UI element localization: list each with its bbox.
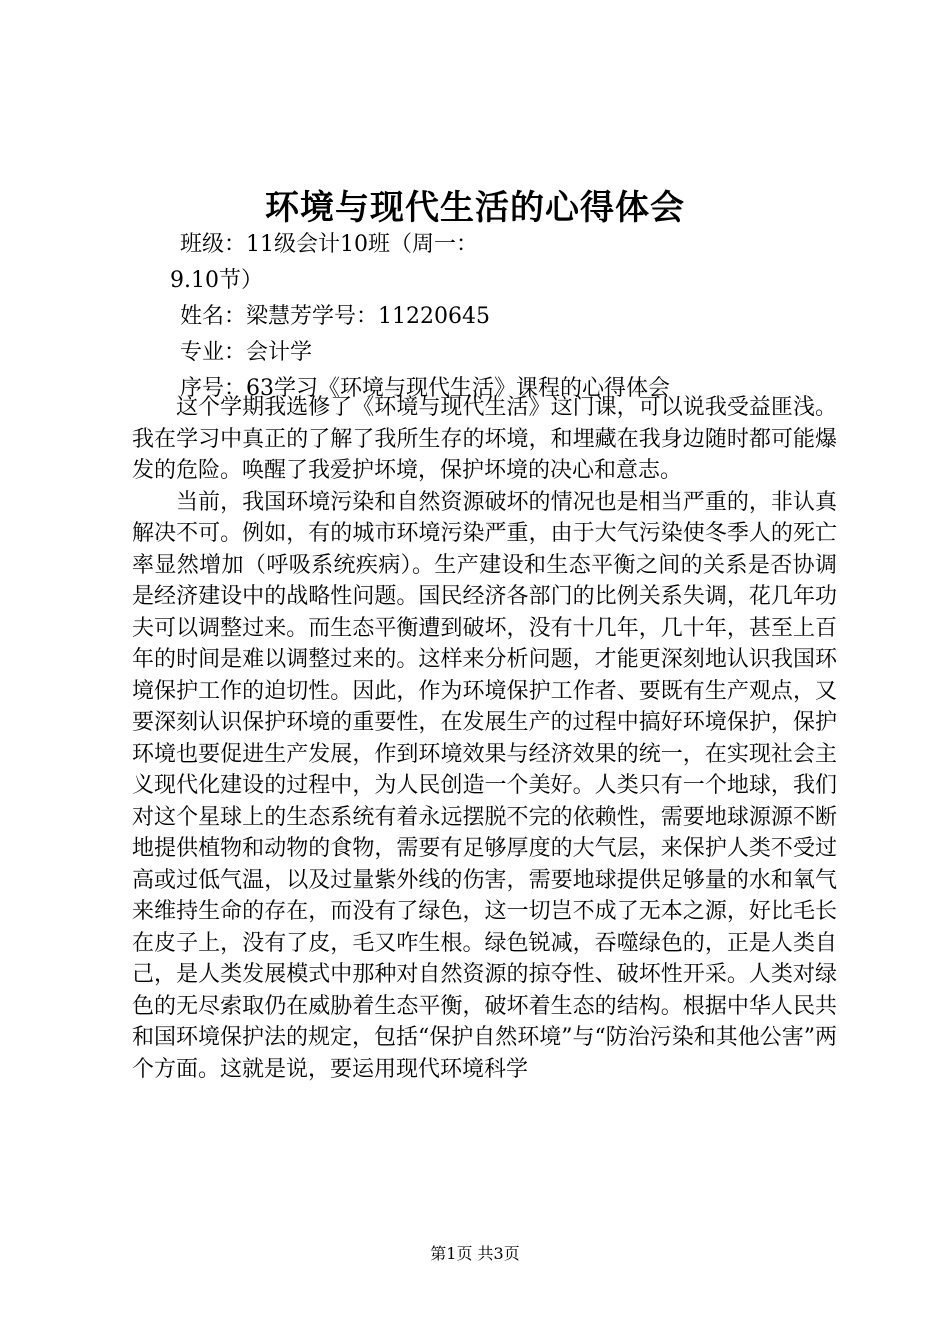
document-meta xyxy=(170,227,880,407)
page-footer: 第1页 共3页 xyxy=(430,1244,520,1263)
meta-session: 9.10节） xyxy=(170,268,263,293)
document-body xyxy=(132,392,837,1085)
document-title: 环境与现代生活的心得体会 xyxy=(265,188,685,228)
paragraph-2: 当前，我国环境污染和自然资源破坏的情况也是相当严重的，非认真解决不可。例如，有的城市环境污染严重，由于大气污染使冬季人的死亡率显然增加（呼吸系统疾病）。生产建设和生态平衡之间的关系是否协调是经济建设中的战略性问题。国民经济各部门的比例关系失调，花几年功夫可以调整过来。而生态平衡遭到破坏，没有十几年，几十年，甚至上百年的时间是难以调整过来的。这样来分析问题，才能更深刻地认识我国环境保护工作的迫切性。因此，作为环境保护工作者、要既有生产观点，又要深刻认识保护环境的重要性，在发展生产的过程中搞好环境保护，保护环境也要促进生产发展，作到环境效果与经济效果的统一，在实现社会主义现代化建设的过程中，为人民创造一个美好。人类只有一个地球，我们对这个星球上的生态系统有着永远摆脱不完的依赖性，需要地球源源不断地提供植物和动物的食物，需要有足够厚度的大气层，来保护人类不受过高或过低气温，以及过量紫外线的伤害，需要地球提供足够量的水和氧气来维持生命的存在，而没有了绿色，这一切岂不成了无本之源，好比毛长在皮子上，没有了皮，毛又咋生根。绿色锐减，吞噬绿色的，正是人类自己，是人类发展模式中那种对自然资源的掠夺性、破坏性开采。人类对绿色的无尽索取仍在威胁着生态平衡，破坏着生态的结构。根据中华人民共和国环境保护法的规定，包括“保护自然环境”与“防治污染和其他公害”两个方面。这就是说，要运用现代环境科学 xyxy=(132,489,837,1082)
meta-major: 专业：会计学 xyxy=(180,340,313,365)
paragraph-1: 这个学期我选修了《环境与现代生活》这门课，可以说我受益匪浅。我在学习中真正的了解了我所生存的坏境，和埋藏在我身边随时都可能爆发的危险。唤醒了我爱护坏境，保护坏境的决心和意志。 xyxy=(132,395,837,483)
meta-class: 班级：11级会计10班（周一： xyxy=(180,232,478,257)
meta-name-id: 姓名：梁慧芳学号：11220645 xyxy=(180,304,490,329)
meta-serial: 序号：63学习《环境与现代生活》课程的心得体会 xyxy=(180,376,670,401)
